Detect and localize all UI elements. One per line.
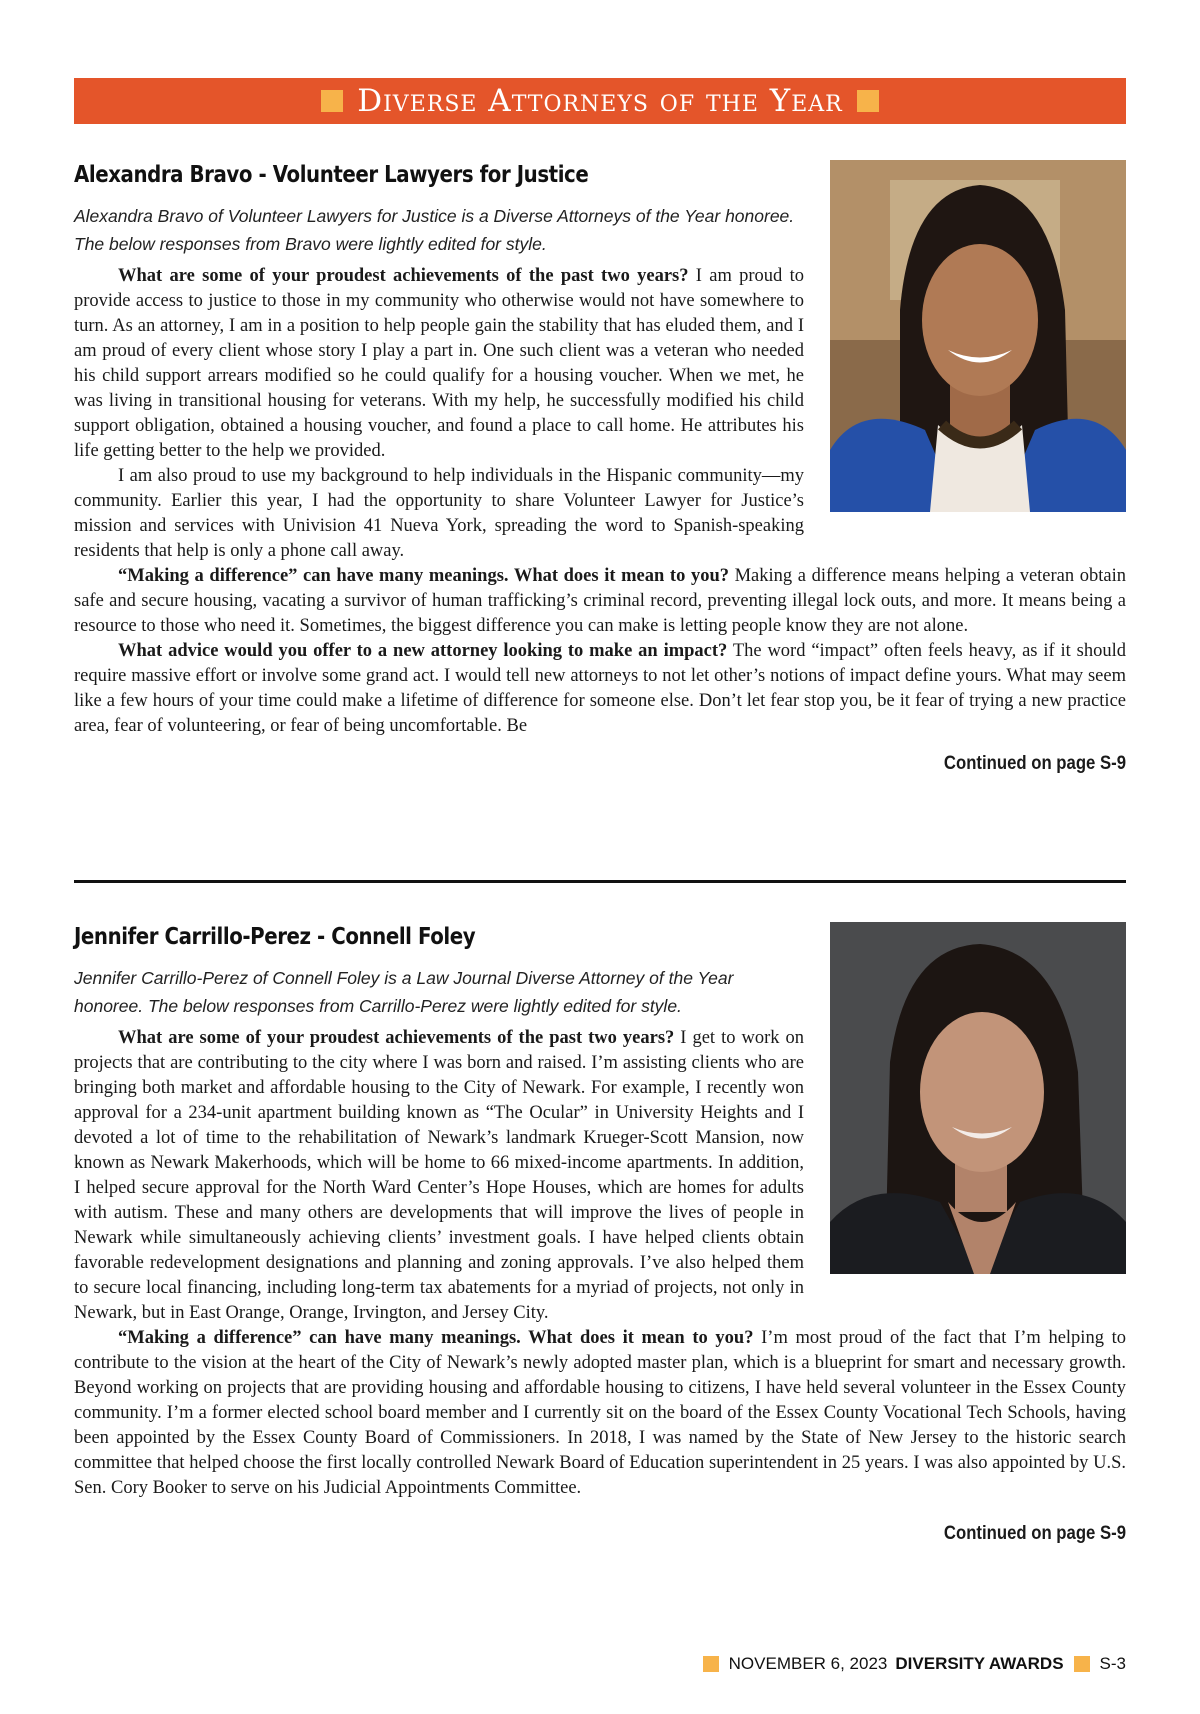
article-heading: Jennifer Carrillo-Perez - Connell Foley bbox=[74, 924, 476, 950]
page-footer bbox=[693, 1654, 1126, 1674]
article-carrillo-perez bbox=[74, 922, 1126, 1545]
article-intro: Jennifer Carrillo-Perez of Connell Foley is a Law Journal Diverse Attorney of the Year honoree. The below responses from Carrillo-Perez were lightly edited for style. bbox=[74, 968, 734, 1016]
continued-link[interactable]: Continued on page S-9 bbox=[943, 1523, 1126, 1544]
portrait-photo-bravo bbox=[830, 160, 1126, 512]
answer-text: I get to work on projects that are contributing to the city where I was born and raised. I’m assisting clients who are bringing both market and affordable housing to the City of Newark. For example, I recently won approval for a 234-unit apartment building known as “The Ocular” in University Heights and I devoted a lot of time to the rehabilitation of Newark’s landmark Krueger-Scott Mansion, now known as Newark Makerhoods, which will be home to 66 mixed-income apartments. In addition, I helped secure approval for the North Ward Center’s Hope Houses, which are homes for adults with autism. These and many others are developments that will improve the lives of people in Newark while simultaneously achieving clients’ investment goals. I have helped clients obtain favorable redevelopment designations and planning and zoning approvals. I’ve also helped them to secure local financing, including long-term tax abatements for a myriad of projects, not only in Newark, but in East Orange, Orange, Irvington, and Jersey City. bbox=[74, 1028, 804, 1323]
section-divider bbox=[74, 880, 1126, 883]
body-paragraph bbox=[74, 564, 1126, 639]
body-paragraph bbox=[74, 1326, 1126, 1501]
section-banner bbox=[74, 78, 1126, 124]
answer-text: The word “impact” often feels heavy, as if it should require massive effort or involve some grand act. I would tell new attorneys to not let other’s notions of impact define yours. What may seem like a few hours of your time could make a lifetime of difference for someone else. Don’t let fear stop you, be it fear of trying a new practice area, fear of volunteering, or fear of being uncomfortable. Be bbox=[74, 641, 1127, 736]
answer-text: I am proud to provide access to justice to those in my community who otherwise would not have somewhere to turn. As an attorney, I am in a position to help people gain the stability that has eluded them, and I am proud of every client whose story I play a part in. One such client was a veteran who needed his child support arrears modified so he could qualify for a housing voucher. When we met, he was living in transitional housing for veterans. With my help, he successfully modified his child support obligation, obtained a housing voucher, and found a place to call home. He attributes his life getting better to the help we provided. bbox=[74, 266, 804, 461]
banner-title: Diverse Attorneys of the Year bbox=[357, 83, 843, 119]
footer-section: DIVERSITY AWARDS bbox=[895, 1654, 1064, 1673]
continued-link[interactable]: Continued on page S-9 bbox=[943, 753, 1126, 774]
question-text: What are some of your proudest achievements of the past two years? bbox=[118, 1028, 675, 1048]
article-bravo bbox=[74, 160, 1126, 775]
article-intro: Alexandra Bravo of Volunteer Lawyers for Justice is a Diverse Attorneys of the Year honoree. The below responses from Bravo were lightly edited for style. bbox=[74, 206, 795, 254]
question-text: “Making a difference” can have many meanings. What does it mean to you? bbox=[118, 1328, 754, 1348]
body-paragraph: I am also proud to use my background to help individuals in the Hispanic community—my community. Earlier this year, I had the opportunity to share Volunteer Lawyer for Justice’s mission and services with Univision 41 Nueva York, spreading the word to Spanish-speaking residents that help is only a phone call away. bbox=[74, 466, 804, 561]
footer-date: NOVEMBER 6, 2023 bbox=[728, 1654, 888, 1673]
answer-text: Making a difference means helping a veteran obtain safe and secure housing, vacating a survivor of human trafficking’s criminal record, preventing illegal lock outs, and more. It means being a resource to those who need it. Sometimes, the biggest difference you can make is letting people know they are not alone. bbox=[74, 566, 1126, 636]
article-heading: Alexandra Bravo - Volunteer Lawyers for Justice bbox=[74, 162, 589, 188]
portrait-photo-carrillo-perez bbox=[830, 922, 1126, 1274]
footer-square-right bbox=[1074, 1656, 1090, 1672]
answer-text: I’m most proud of the fact that I’m helping to contribute to the vision at the heart of the City of Newark’s newly adopted master plan, which is a blueprint for smart and necessary growth. Beyond working on projects that are providing housing and affordable housing to citizens, I have held several volunteer in the Essex County community. I’m a former elected school board member and I currently sit on the board of the Essex County Vocational Tech Schools, having been appointed by the Essex County Board of Commissioners. In 2018, I was named by the State of New Jersey to the historic search committee that helped choose the first locally controlled Newark Board of Education superintendent in 25 years. I was also appointed by U.S. Sen. Cory Booker to serve on his Judicial Appointments Committee. bbox=[74, 1328, 1126, 1498]
body-paragraph bbox=[74, 639, 1126, 739]
footer-square-left bbox=[703, 1656, 719, 1672]
banner-square-right bbox=[857, 90, 879, 112]
question-text: What advice would you offer to a new attorney looking to make an impact? bbox=[118, 641, 728, 661]
question-text: “Making a difference” can have many meanings. What does it mean to you? bbox=[118, 566, 729, 586]
page-number: S-3 bbox=[1099, 1654, 1126, 1673]
banner-square-left bbox=[321, 90, 343, 112]
question-text: What are some of your proudest achievements of the past two years? bbox=[118, 266, 689, 286]
